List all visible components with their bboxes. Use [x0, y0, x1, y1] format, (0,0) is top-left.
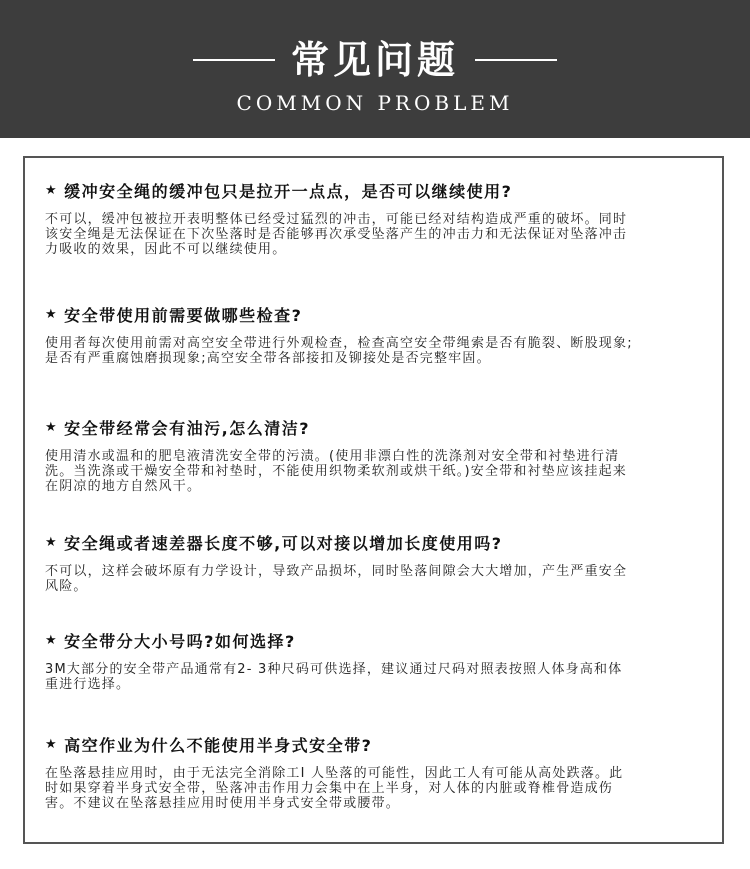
faq-answer: 使用清水或温和的肥皂液清洗安全带的污渍。(使用非漂白性的洗涤剂对安全带和衬垫进行清洗。当洗涤或干燥安全带和衬垫时，不能使用织物柔软剂或烘干纸。)安全带和衬垫应该挂起来在阴凉的地方自然风干。 [45, 449, 627, 494]
star-icon: ★ [45, 534, 59, 550]
star-icon: ★ [45, 736, 59, 752]
title-divider-right [475, 59, 557, 61]
faq-question [45, 178, 635, 202]
faq-item [45, 302, 635, 366]
faq-question-text: 安全带使用前需要做哪些检查? [64, 305, 303, 325]
faq-panel [23, 156, 724, 844]
faq-question [45, 628, 635, 652]
star-icon: ★ [45, 306, 59, 322]
faq-question [45, 732, 635, 756]
faq-question [45, 302, 635, 326]
page-subtitle: COMMON PROBLEM [236, 91, 514, 115]
faq-question-text: 安全绳或者速差器长度不够,可以对接以增加长度使用吗? [64, 533, 503, 553]
faq-answer: 使用者每次使用前需对高空安全带进行外观检查，检查高空安全带绳索是否有脆裂、断股现象;是否有严重腐蚀磨损现象;高空安全带各部接扣及铆接处是否完整牢固。 [45, 336, 633, 366]
faq-answer: 不可以，这样会破坏原有力学设计，导致产品损坏，同时坠落间隙会大大增加，产生严重安全风险。 [45, 564, 628, 594]
header-banner [0, 0, 750, 138]
title-row [0, 38, 750, 82]
faq-item [45, 415, 635, 494]
faq-item [45, 178, 635, 257]
faq-answer: 在坠落悬挂应用时，由于无法完全消除工I 人坠落的可能性，因此工人有可能从高处跌落。此时如果穿着半身式安全带，坠落冲击作用力会集中在上半身，对人体的内脏或脊椎骨造成伤害。不建议在坠落悬挂应用时使用半身式安全带或腰带。 [45, 766, 624, 811]
faq-answer: 不可以，缓冲包被拉开表明整体已经受过猛烈的冲击，可能已经对结构造成严重的破坏。同时该安全绳是无法保证在下次坠落时是否能够再次承受坠落产生的冲击力和无法保证对坠落冲击力吸收的效果，因此不可以继续使用。 [45, 212, 628, 257]
faq-item [45, 732, 635, 811]
faq-question [45, 415, 635, 439]
faq-question-text: 安全带经常会有油污,怎么清洁? [64, 418, 311, 438]
faq-item [45, 530, 635, 594]
title-divider-left [193, 59, 275, 61]
faq-answer: 3M大部分的安全带产品通常有2- 3种尺码可供选择，建议通过尺码对照表按照人体身高和体重进行选择。 [45, 662, 623, 692]
faq-question [45, 530, 635, 554]
page-title: 常见问题 [290, 38, 459, 82]
faq-question-text: 高空作业为什么不能使用半身式安全带? [64, 735, 373, 755]
star-icon: ★ [45, 632, 59, 648]
faq-item [45, 628, 635, 692]
faq-question-text: 缓冲安全绳的缓冲包只是拉开一点点，是否可以继续使用? [64, 181, 513, 201]
star-icon: ★ [45, 419, 59, 435]
star-icon: ★ [45, 182, 59, 198]
faq-question-text: 安全带分大小号吗?如何选择? [64, 631, 296, 651]
